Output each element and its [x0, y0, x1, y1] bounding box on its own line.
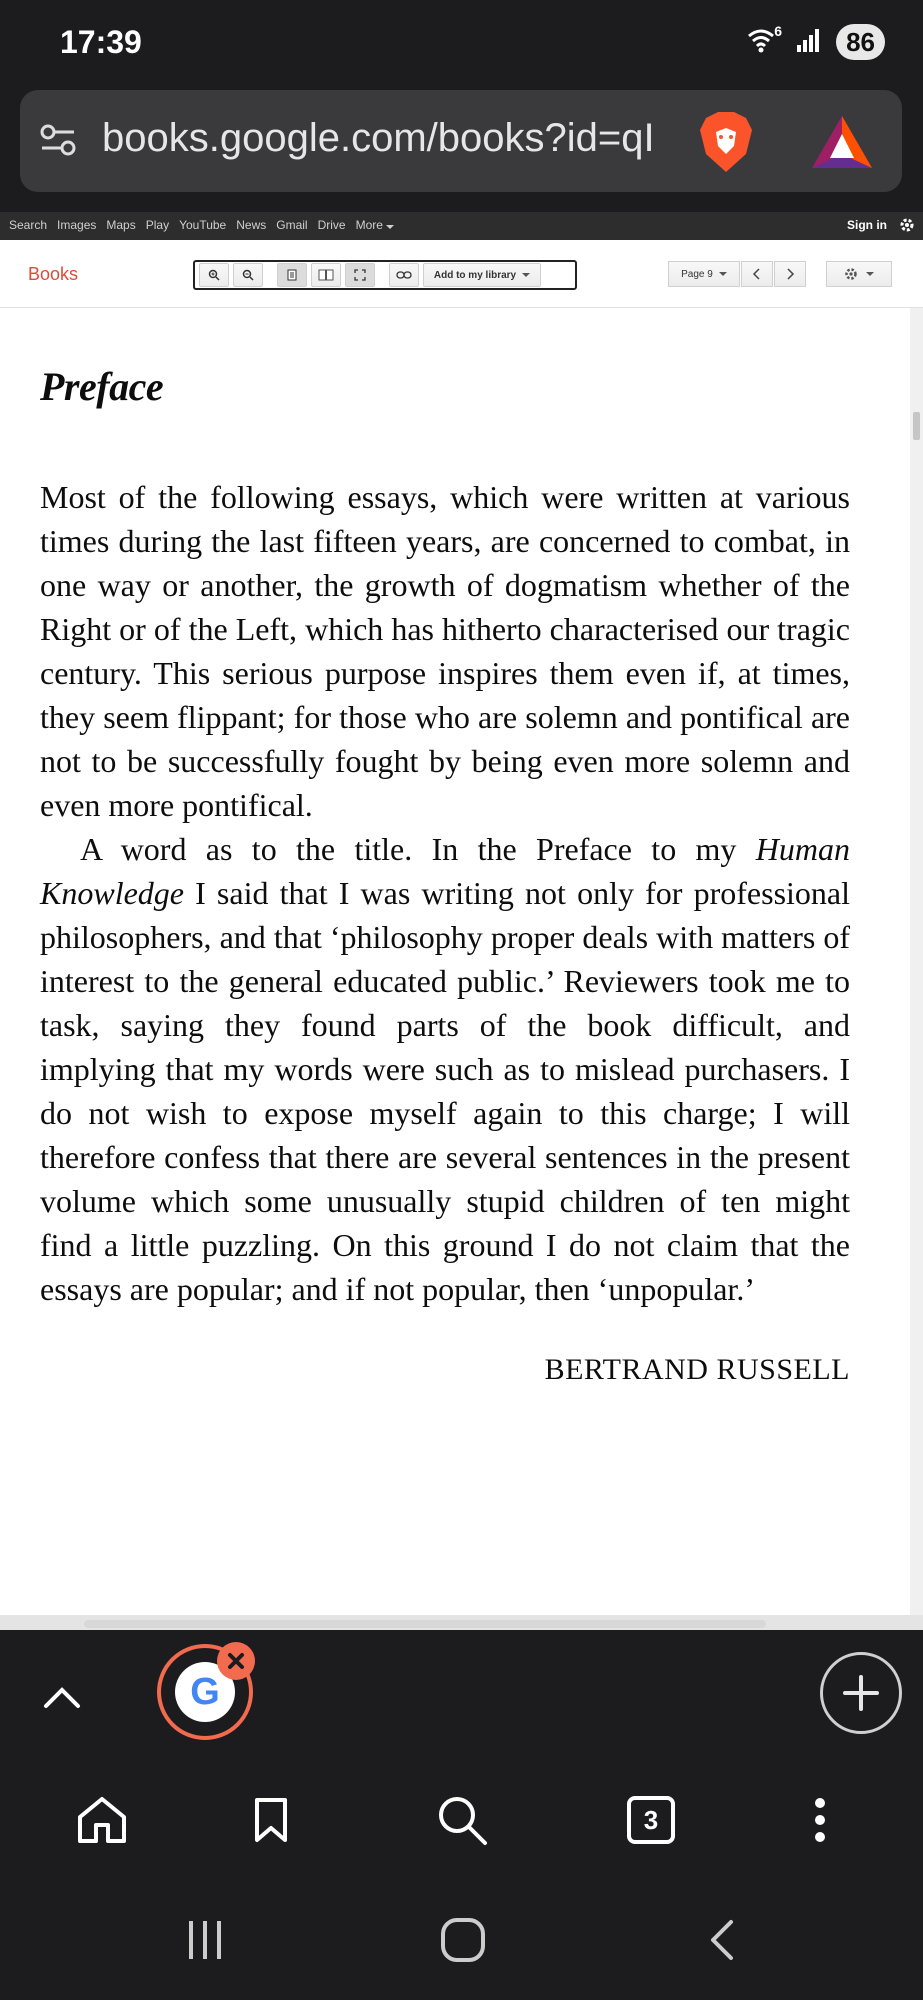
close-tab-button[interactable] — [217, 1642, 255, 1680]
sign-in-link[interactable]: Sign in — [847, 218, 887, 232]
prev-page-button[interactable] — [741, 261, 773, 287]
next-page-button[interactable] — [774, 261, 806, 287]
url-text[interactable]: books.google.com/books?id=qI — [102, 116, 655, 160]
signal-icon — [796, 27, 822, 58]
google-icon: G — [175, 1662, 235, 1722]
viewer-settings-button[interactable] — [826, 261, 892, 287]
viewer-tool-group — [193, 260, 577, 290]
paragraph-1: Most of the following essays, which were written at various times during the last fifteen years, are concerned to combat, in one way or another, the growth of dogmatism whether of the Right or of the Left, which has hitherto characterised our tragic century. This serious purpose inspires them even if, at times, they seem flippant; for those who are solemn and pontifical are not to be successfully fought by being even more solemn and even more pontifical. — [40, 479, 850, 823]
plus-icon — [841, 1673, 881, 1713]
settings-gear-icon — [844, 267, 858, 281]
brave-rewards-icon[interactable] — [810, 114, 874, 175]
gbar-link-more[interactable]: More — [356, 218, 395, 232]
status-time: 17:39 — [60, 24, 142, 60]
paragraph-2: A word as to the title. In the Preface to my Human Knowledge I said that I was writing not only for professional philosophers, and that ‘philosophy proper deals with matters of interest to the general educated public.’ Reviewers took me to task, saying they found parts of the book difficult, and implying that my words were such as to mislead purchasers. I do not wish to expose myself again to this charge; I will therefore confess that there are several sentences in the present volume which some unusually stupid children of ten might find a little puzzling. On this ground I do not claim that the essays are popular; and if not popular, then ‘unpopular.’ — [40, 831, 850, 1307]
system-back-button[interactable] — [692, 1910, 752, 1970]
more-vertical-icon — [814, 1797, 826, 1843]
recent-apps-button[interactable] — [175, 1910, 235, 1970]
add-to-library-button[interactable]: Add to my library — [423, 263, 541, 287]
gbar-link-images[interactable]: Images — [57, 218, 97, 232]
link-icon[interactable] — [389, 263, 419, 287]
book-title-italic: Human Knowledge — [40, 831, 850, 911]
vertical-scrollbar[interactable] — [910, 308, 923, 1615]
single-page-view-button[interactable] — [277, 263, 307, 287]
bookmark-icon — [253, 1796, 289, 1844]
gbar-link-news[interactable]: News — [236, 218, 267, 232]
wifi-icon — [746, 23, 783, 57]
address-bar[interactable] — [20, 90, 902, 192]
home-circle-icon — [440, 1917, 486, 1963]
horizontal-scrollbar[interactable] — [84, 1620, 766, 1628]
site-settings-icon[interactable] — [38, 120, 78, 165]
tab-strip — [0, 1630, 923, 1770]
page-text — [40, 363, 850, 1387]
fullscreen-button[interactable] — [345, 263, 375, 287]
gbar-link-maps[interactable]: Maps — [106, 218, 136, 232]
chevron-up-icon[interactable] — [42, 1682, 82, 1717]
home-icon — [76, 1795, 128, 1845]
system-home-button[interactable] — [433, 1910, 493, 1970]
brave-shields-icon[interactable] — [696, 110, 756, 179]
gbar-link-search[interactable]: Search — [9, 218, 48, 232]
gbar-link-gmail[interactable]: Gmail — [276, 218, 308, 232]
books-title[interactable]: Books — [28, 264, 79, 284]
status-bar — [0, 0, 923, 88]
google-bar-links — [9, 218, 394, 232]
two-page-view-button[interactable] — [311, 263, 341, 287]
search-button[interactable] — [432, 1790, 492, 1850]
page-select[interactable]: Page 9 — [668, 261, 740, 287]
battery-indicator: 86 — [836, 24, 885, 60]
gbar-link-drive[interactable]: Drive — [317, 218, 346, 232]
status-icons — [746, 24, 885, 60]
google-bar — [0, 212, 923, 240]
gbar-link-youtube[interactable]: YouTube — [179, 218, 227, 232]
new-tab-button[interactable] — [820, 1652, 902, 1734]
tabs-button[interactable] — [621, 1790, 681, 1850]
gear-icon[interactable] — [899, 217, 915, 238]
gbar-link-play[interactable]: Play — [145, 218, 170, 232]
search-icon — [435, 1793, 489, 1847]
bookmarks-button[interactable] — [241, 1790, 301, 1850]
vertical-scroll-thumb[interactable] — [913, 412, 920, 440]
page-heading: Preface — [40, 364, 164, 409]
menu-button[interactable] — [790, 1790, 850, 1850]
back-icon — [707, 1918, 737, 1962]
zoom-in-button[interactable] — [199, 263, 229, 287]
book-page[interactable] — [0, 308, 910, 1615]
network-type: 6 — [774, 23, 783, 39]
close-icon — [226, 1651, 246, 1671]
zoom-out-button[interactable] — [233, 263, 263, 287]
recent-apps-icon — [185, 1919, 225, 1961]
author-signature: BERTRAND RUSSELL — [544, 1353, 850, 1386]
home-button[interactable] — [72, 1790, 132, 1850]
tab-count: 3 — [627, 1796, 675, 1844]
